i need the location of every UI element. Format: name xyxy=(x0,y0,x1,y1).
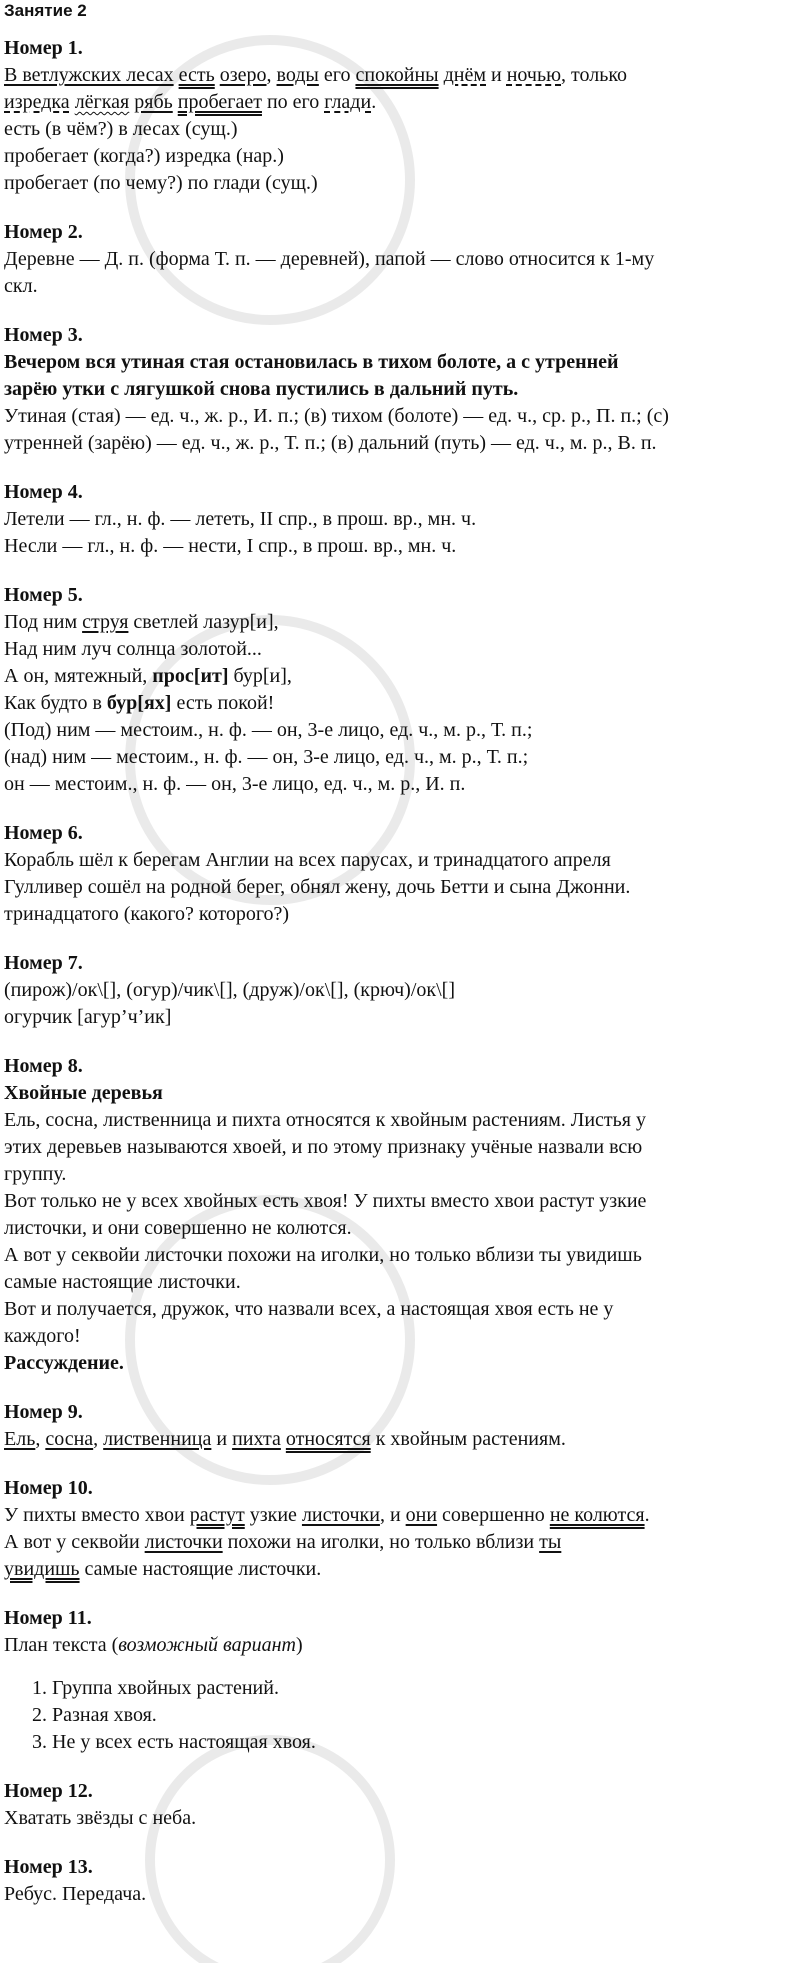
text-segment: они xyxy=(405,1504,438,1526)
text-line xyxy=(4,1107,794,1134)
text-segment: бур[ях] xyxy=(106,692,172,714)
text-line xyxy=(4,1426,794,1453)
text-line xyxy=(4,273,794,300)
text-segment: Вот и получается, дружок, что назвали всех, а настоящая хвоя есть не у xyxy=(4,1298,614,1320)
text-line xyxy=(4,62,794,89)
text-segment: , xyxy=(266,64,277,86)
text-segment: и xyxy=(486,64,507,86)
task-section xyxy=(4,1778,794,1832)
text-segment: Под ним xyxy=(4,611,83,633)
text-segment: Как будто в xyxy=(4,692,107,714)
text-segment: лиственница xyxy=(103,1428,212,1450)
text-segment: глади xyxy=(324,91,372,113)
text-segment: План текста ( xyxy=(4,1634,119,1656)
text-line xyxy=(4,1269,794,1296)
text-line xyxy=(4,349,794,376)
task-section xyxy=(4,322,794,457)
text-segment: Над ним луч солнца золотой... xyxy=(4,638,262,660)
text-segment: увидишь xyxy=(4,1558,80,1580)
text-segment: Хватать звёзды с неба. xyxy=(4,1807,197,1829)
text-line xyxy=(4,771,794,798)
text-line xyxy=(4,663,794,690)
text-segment: . xyxy=(371,91,377,113)
text-segment: прос[ит] xyxy=(152,665,229,687)
text-segment: рябь xyxy=(134,91,173,113)
text-segment: относятся xyxy=(285,1428,371,1450)
text-segment: лёгкая xyxy=(74,91,130,113)
text-line xyxy=(4,847,794,874)
task-section xyxy=(4,820,794,928)
text-segment: озеро xyxy=(219,64,267,86)
task-heading: Номер 1. xyxy=(4,37,83,59)
task-heading: Номер 6. xyxy=(4,822,83,844)
list-item: 2. Разная хвоя. xyxy=(32,1704,157,1726)
text-segment: Ребус. Передача. xyxy=(4,1883,147,1905)
text-segment: Вечером вся утиная стая остановилась в тихом болоте, а с утренней xyxy=(4,351,619,373)
text-segment: похожи на иголки, но только вблизи xyxy=(222,1531,540,1553)
task-heading: Номер 4. xyxy=(4,481,83,503)
text-line xyxy=(4,533,794,560)
text-segment: У пихты вместо хвои xyxy=(4,1504,190,1526)
task-section xyxy=(4,1475,794,1583)
task-heading: Номер 2. xyxy=(4,221,83,243)
text-line xyxy=(4,636,794,663)
text-segment: (Под) ним — местоим., н. ф. — он, 3-е лицо, ед. ч., м. р., Т. п.; xyxy=(4,719,533,741)
text-segment: группу. xyxy=(4,1163,67,1185)
task-section xyxy=(4,35,794,197)
text-line xyxy=(4,143,794,170)
text-line xyxy=(4,977,794,1004)
text-segment: , xyxy=(93,1428,104,1450)
text-segment: есть (в чём?) в лесах (сущ.) xyxy=(4,118,238,140)
text-segment: растут xyxy=(189,1504,245,1526)
text-segment: Вот только не у всех хвойных есть хвоя! У пихты вместо хвои растут узкие xyxy=(4,1190,647,1212)
text-segment: этих деревьев называются хвоей, и по этому признаку учёные назвали всю xyxy=(4,1136,643,1158)
text-line xyxy=(4,1004,794,1031)
text-segment: сосна xyxy=(45,1428,94,1450)
task-heading: Номер 11. xyxy=(4,1607,92,1629)
task-section xyxy=(4,1854,794,1908)
task-section xyxy=(4,1399,794,1453)
text-line xyxy=(4,1080,794,1107)
task-section xyxy=(4,1605,794,1756)
text-segment: совершенно xyxy=(437,1504,550,1526)
text-segment: А он, мятежный, xyxy=(4,665,153,687)
document-page xyxy=(4,0,794,1908)
text-segment: , только xyxy=(561,64,628,86)
task-section xyxy=(4,219,794,300)
text-segment: узкие xyxy=(244,1504,302,1526)
task-heading: Номер 9. xyxy=(4,1401,83,1423)
text-segment: листочки xyxy=(301,1504,380,1526)
text-segment: спокойны xyxy=(355,64,439,86)
text-line xyxy=(4,1350,794,1377)
text-segment: самые настоящие листочки. xyxy=(79,1558,322,1580)
text-segment: утренней (зарёю) — ед. ч., ж. р., Т. п.; (в) дальний (путь) — ед. ч., м. р., В. п. xyxy=(4,432,657,454)
text-segment: есть покой! xyxy=(171,692,275,714)
text-segment: струя xyxy=(82,611,129,633)
text-segment: возможный вариант xyxy=(118,1634,296,1656)
text-line xyxy=(4,901,794,928)
task-section xyxy=(4,1053,794,1377)
task-section xyxy=(4,950,794,1031)
text-line xyxy=(4,1188,794,1215)
text-segment: изредка xyxy=(4,91,70,113)
text-segment: ночью xyxy=(506,64,562,86)
text-segment: Утиная (стая) — ед. ч., ж. р., И. п.; (в) тихом (болоте) — ед. ч., ср. р., П. п.; (с) xyxy=(4,405,669,427)
text-segment: пробегает (по чему?) по глади (сущ.) xyxy=(4,172,318,194)
text-segment: к хвойным растениям. xyxy=(370,1428,566,1450)
text-segment: . xyxy=(644,1504,650,1526)
text-segment: Деревне — Д. п. (форма Т. п. — деревней), папой — слово относится к 1-му xyxy=(4,248,655,270)
text-segment: не колются xyxy=(549,1504,645,1526)
text-segment: (над) ним — местоим., н. ф. — он, 3-е лицо, ед. ч., м. р., Т. п.; xyxy=(4,746,529,768)
text-line xyxy=(4,506,794,533)
text-segment: А вот у секвойи листочки похожи на иголки, но только вблизи ты увидишь xyxy=(4,1244,642,1266)
text-segment: он — местоим., н. ф. — он, 3-е лицо, ед. ч., м. р., И. п. xyxy=(4,773,466,795)
text-segment: Рассуждение. xyxy=(4,1352,124,1374)
numbered-list xyxy=(4,1675,794,1756)
task-heading: Номер 5. xyxy=(4,584,83,606)
text-segment: огурчик [агур’ч’ик] xyxy=(4,1006,172,1028)
text-line xyxy=(4,1881,794,1908)
task-list xyxy=(4,35,794,1908)
page-title: Занятие 2 xyxy=(4,1,87,20)
text-segment: (пирож)/ок\[], (огур)/чик\[], (друж)/ок\[], (крюч)/ок\[] xyxy=(4,979,455,1001)
text-segment: пихта xyxy=(232,1428,281,1450)
text-line xyxy=(4,1323,794,1350)
text-line xyxy=(4,376,794,403)
list-item: 1. Группа хвойных растений. xyxy=(32,1677,279,1699)
text-segment: и xyxy=(211,1428,233,1450)
text-segment: воды xyxy=(276,64,319,86)
task-heading: Номер 7. xyxy=(4,952,83,974)
text-segment: А вот у секвойи xyxy=(4,1531,145,1553)
text-segment: Летели — гл., н. ф. — лететь, II спр., в прош. вр., мн. ч. xyxy=(4,508,477,530)
text-segment: его xyxy=(318,64,356,86)
text-line xyxy=(4,1529,794,1556)
text-line xyxy=(4,1502,794,1529)
text-segment: светлей лазур[и], xyxy=(128,611,279,633)
text-line xyxy=(4,170,794,197)
text-segment: листочки xyxy=(144,1531,223,1553)
text-segment: бур[и], xyxy=(228,665,292,687)
text-segment: листочки, и они совершенно не колются. xyxy=(4,1217,352,1239)
text-segment: скл. xyxy=(4,275,38,297)
text-segment: пробегает xyxy=(177,91,262,113)
text-segment: пробегает (когда?) изредка (нар.) xyxy=(4,145,284,167)
text-segment: по его xyxy=(261,91,325,113)
task-heading: Номер 12. xyxy=(4,1780,93,1802)
text-segment: В ветлужских лесах xyxy=(4,64,174,86)
text-segment: есть xyxy=(178,64,215,86)
text-line xyxy=(4,717,794,744)
text-segment: , и xyxy=(379,1504,406,1526)
task-heading: Номер 3. xyxy=(4,324,83,346)
list-item: 3. Не у всех есть настоящая хвоя. xyxy=(32,1731,316,1753)
text-segment: тринадцатого (какого? которого?) xyxy=(4,903,290,925)
text-segment: ) xyxy=(295,1634,303,1656)
text-segment: Ель xyxy=(4,1428,36,1450)
text-line xyxy=(4,1242,794,1269)
text-segment: самые настоящие листочки. xyxy=(4,1271,241,1293)
text-segment: ты xyxy=(539,1531,562,1553)
text-line xyxy=(4,1161,794,1188)
text-line xyxy=(4,89,794,116)
text-line xyxy=(4,403,794,430)
text-segment: зарёю утки с лягушкой снова пустились в дальний путь. xyxy=(4,378,519,400)
text-segment: Ель, сосна, лиственница и пихта относятся к хвойным растениям. Листья у xyxy=(4,1109,646,1131)
text-line xyxy=(4,744,794,771)
task-section xyxy=(4,479,794,560)
task-section xyxy=(4,582,794,798)
text-line xyxy=(4,1215,794,1242)
text-line xyxy=(4,1134,794,1161)
text-line xyxy=(4,609,794,636)
text-line xyxy=(4,116,794,143)
text-line xyxy=(4,874,794,901)
text-segment: каждого! xyxy=(4,1325,81,1347)
text-line xyxy=(4,1296,794,1323)
text-line xyxy=(4,1805,794,1832)
text-segment: Хвойные деревья xyxy=(4,1082,163,1104)
text-line xyxy=(4,690,794,717)
text-line xyxy=(4,1632,794,1659)
text-segment: днём xyxy=(443,64,486,86)
task-heading: Номер 13. xyxy=(4,1856,93,1878)
task-heading: Номер 8. xyxy=(4,1055,83,1077)
task-heading: Номер 10. xyxy=(4,1477,93,1499)
text-segment: , xyxy=(35,1428,46,1450)
text-segment: Гулливер сошёл на родной берег, обнял жену, дочь Бетти и сына Джонни. xyxy=(4,876,631,898)
text-segment: Корабль шёл к берегам Англии на всех парусах, и тринадцатого апреля xyxy=(4,849,611,871)
text-segment: Несли — гл., н. ф. — нести, I спр., в прош. вр., мн. ч. xyxy=(4,535,457,557)
text-line xyxy=(4,1556,794,1583)
text-line xyxy=(4,246,794,273)
text-line xyxy=(4,430,794,457)
